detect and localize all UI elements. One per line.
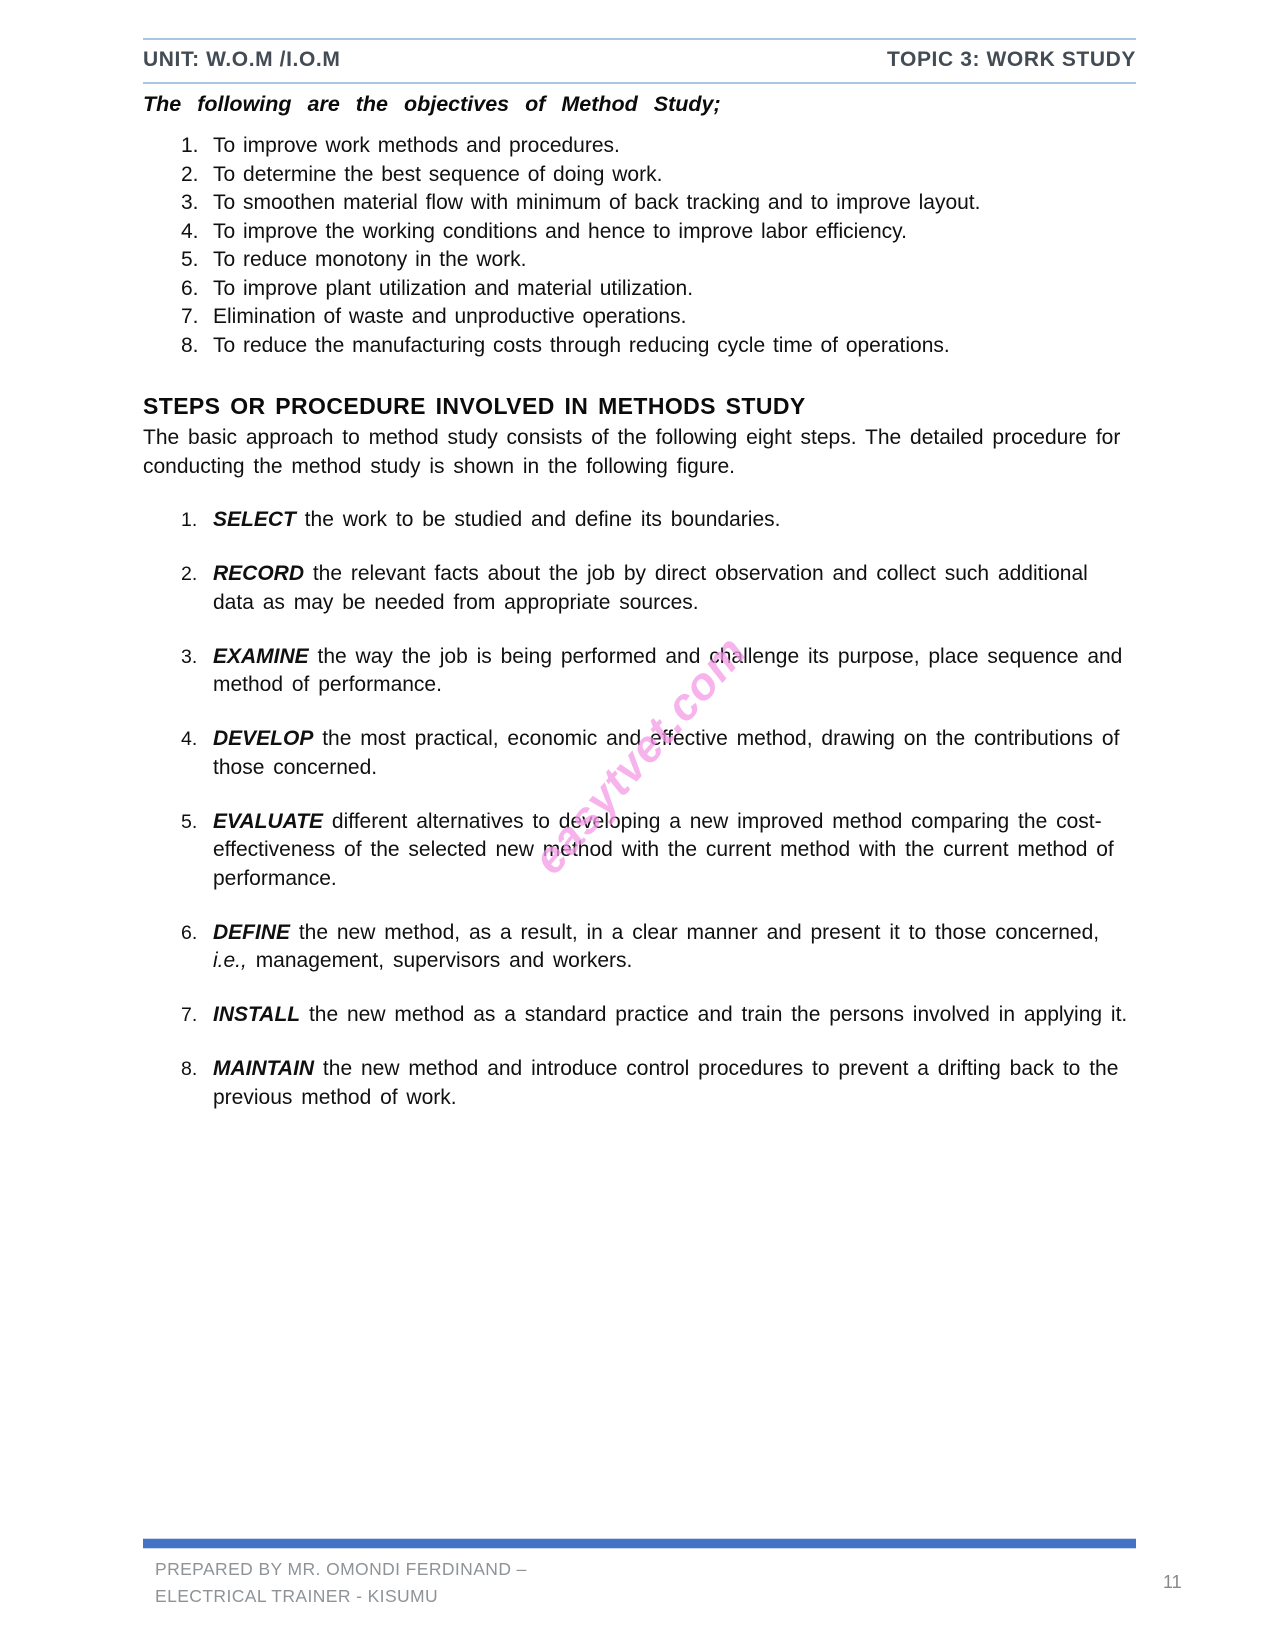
step-keyword: SELECT [213, 508, 296, 531]
item-number: 4. [181, 219, 199, 243]
step-body-cont: management, supervisors and workers. [246, 949, 633, 972]
step-body: the new method as a standard practice and train the persons involved in applying it. [300, 1003, 1128, 1026]
item-number: 1. [181, 134, 199, 157]
step-keyword: EVALUATE [213, 809, 324, 833]
footer-credit-line1: PREPARED BY MR. OMONDI FERDINAND – [155, 1559, 527, 1579]
step-item [143, 1001, 1136, 1030]
step-keyword: DEFINE [213, 920, 291, 944]
step-number: 1. [181, 509, 198, 531]
step-body: the new method and introduce control procedures to prevent a drifting back to the previous method of work. [213, 1057, 1119, 1109]
step-item [143, 1055, 1136, 1112]
step-text [213, 506, 1136, 535]
document-page [143, 38, 1136, 1138]
step-number: 7. [181, 1004, 198, 1026]
steps-list [143, 506, 1136, 1112]
step-item [143, 560, 1136, 617]
step-keyword: RECORD [213, 562, 305, 585]
steps-heading: STEPS OR PROCEDURE INVOLVED IN METHODS STUDY [143, 393, 806, 419]
list-item [143, 132, 1136, 161]
step-number: 2. [181, 563, 198, 585]
step-number: 8. [181, 1058, 198, 1080]
item-text: To improve plant utilization and material utilization. [213, 276, 694, 300]
step-text [213, 919, 1136, 976]
list-item [143, 303, 1136, 332]
step-keyword: MAINTAIN [213, 1057, 315, 1080]
item-text: To determine the best sequence of doing work. [213, 162, 663, 186]
step-body: the relevant facts about the job by direct observation and collect such additional data as may be needed from appropriate sources. [213, 562, 1088, 614]
item-text: Elimination of waste and unproductive operations. [213, 305, 687, 328]
item-number: 6. [181, 276, 199, 300]
item-text: To smoothen material flow with minimum of back tracking and to improve layout. [213, 191, 981, 214]
step-keyword: INSTALL [213, 1003, 301, 1026]
step-keyword: EXAMINE [213, 644, 309, 668]
list-item [143, 189, 1136, 218]
step-body: the most practical, economic and effective method, drawing on the contributions of those concerned. [213, 727, 1120, 779]
list-item [143, 218, 1136, 247]
step-emphasis: i.e., [213, 949, 247, 972]
step-number: 5. [181, 810, 198, 833]
list-item [143, 161, 1136, 190]
item-text: To improve the working conditions and hence to improve labor efficiency. [213, 219, 907, 243]
header-unit-label: UNIT: W.O.M /I.O.M [143, 48, 341, 71]
watermark: easytvet.com [522, 625, 757, 884]
step-text [213, 1055, 1136, 1112]
step-number: 3. [181, 645, 198, 668]
step-body: the work to be studied and define its boundaries. [295, 508, 781, 531]
step-item [143, 643, 1136, 700]
page-header [143, 40, 1136, 82]
list-item [143, 332, 1136, 361]
footer-credit-line2: ELECTRICAL TRAINER - KISUMU [155, 1586, 439, 1606]
step-item [143, 808, 1136, 894]
footer-credit [155, 1556, 527, 1610]
item-number: 7. [181, 305, 199, 328]
step-text [213, 1001, 1136, 1030]
step-item [143, 919, 1136, 976]
step-body: the new method, as a result, in a clear manner and present it to those concerned, [290, 920, 1100, 944]
item-text: To reduce the manufacturing costs through reducing cycle time of operations. [213, 333, 950, 357]
item-text: To improve work methods and procedures. [213, 134, 620, 157]
step-text [213, 643, 1136, 700]
page-number: 11 [1163, 1572, 1182, 1592]
step-number: 4. [181, 728, 198, 750]
list-item [143, 275, 1136, 304]
step-text [213, 808, 1136, 894]
list-item [143, 246, 1136, 275]
step-text [213, 725, 1136, 782]
step-item [143, 725, 1136, 782]
step-body: the way the job is being performed and challenge its purpose, place sequence and method of performance. [213, 644, 1123, 696]
step-text [213, 560, 1136, 617]
item-number: 3. [181, 191, 199, 214]
item-text: To reduce monotony in the work. [213, 248, 527, 271]
objectives-list [143, 132, 1136, 360]
step-keyword: DEVELOP [213, 727, 314, 750]
step-item [143, 506, 1136, 535]
item-number: 5. [181, 248, 199, 271]
footer-accent-bar [143, 1538, 1136, 1549]
step-body: different alternatives to developing a new improved method comparing the cost- effectiveness of the selected new method with the current method with the current method of performance. [213, 809, 1114, 890]
header-topic-label: TOPIC 3: WORK STUDY [886, 48, 1136, 71]
header-rule-bottom [143, 82, 1136, 84]
steps-intro-paragraph: The basic approach to method study consists of the following eight steps. The detailed procedure for conducting the method study is shown in the following figure. [143, 426, 1121, 478]
item-number: 8. [181, 333, 199, 357]
section-title: The following are the objectives of Method Study; [143, 92, 721, 116]
item-number: 2. [181, 162, 199, 186]
step-number: 6. [181, 921, 198, 944]
